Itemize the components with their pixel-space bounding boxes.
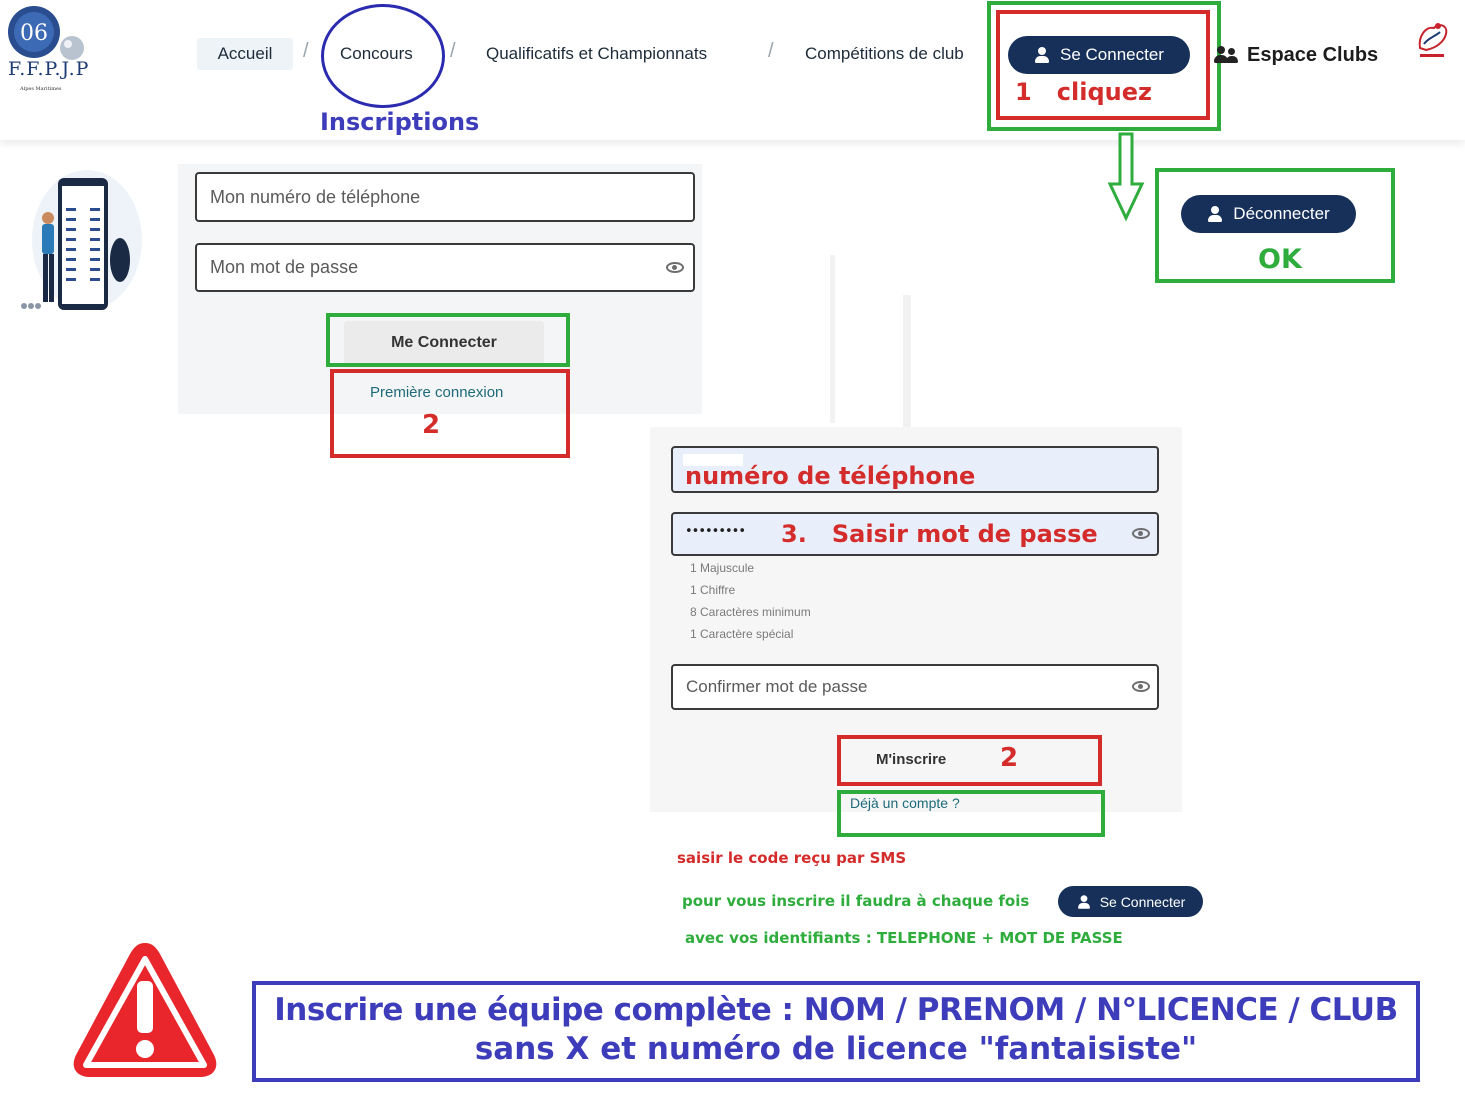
nav-competitions[interactable]: Compétitions de club (805, 44, 964, 63)
concours-highlight-circle (321, 4, 445, 108)
site-header (0, 0, 1465, 140)
deja-un-compte-link[interactable]: Déjà un compte ? (850, 795, 960, 811)
se-connecter-label: Se Connecter (1060, 45, 1164, 64)
deconnecter-label: Déconnecter (1233, 204, 1330, 223)
password-rule: 1 Majuscule (690, 561, 755, 575)
nav-concours[interactable]: Concours (340, 44, 413, 63)
user-icon (1034, 47, 1050, 63)
phone-input[interactable]: Mon numéro de téléphone (195, 172, 695, 222)
password-input[interactable] (195, 243, 695, 292)
password-dots: ••••••••• (685, 524, 746, 539)
down-arrow-icon (1107, 132, 1145, 222)
nav-accueil[interactable]: Accueil (197, 38, 293, 70)
nav-qualificatifs[interactable]: Qualificatifs et Championnats (486, 44, 708, 63)
annotation-inscriptions: Inscriptions (320, 108, 480, 136)
deconnecter-button[interactable] (1181, 195, 1356, 233)
signup-phone-input[interactable] (671, 446, 1159, 493)
credentials-instruction: avec vos identifiants : TELEPHONE + MOT DE PASSE (685, 929, 1123, 947)
confirm-password-placeholder: Confirmer mot de passe (686, 677, 868, 696)
annotation-step1: 1 cliquez (1015, 78, 1152, 106)
step2-label: 2 (422, 410, 441, 440)
minscrire-button[interactable]: M'inscrire (876, 751, 947, 768)
ffpjp-logo[interactable] (6, 4, 96, 100)
divider (903, 295, 911, 427)
logo-text: F.F.P.J.P (8, 58, 90, 80)
svg-text:06: 06 (20, 21, 48, 46)
inline-se-connecter-label: Se Connecter (1099, 893, 1186, 910)
nav-separator: / (768, 40, 774, 62)
show-password-eye-icon[interactable] (1132, 681, 1150, 692)
minscrire-step-label: 2 (1000, 743, 1019, 773)
each-time-instruction: pour vous inscrire il faudra à chaque fois (682, 892, 1030, 910)
phone-illustration (12, 160, 142, 315)
me-connecter-green-frame (326, 313, 570, 367)
espace-clubs-label: Espace Clubs (1247, 43, 1379, 66)
first-login-red-frame (330, 369, 570, 458)
show-password-eye-icon[interactable] (1132, 528, 1150, 539)
signup-phone-label: numéro de téléphone (685, 462, 976, 490)
user-icon (1077, 895, 1091, 909)
password-placeholder: Mon mot de passe (210, 257, 359, 277)
warning-triangle-icon (70, 937, 220, 1083)
password-rule: 1 Chiffre (690, 583, 736, 597)
show-password-eye-icon[interactable] (666, 262, 684, 273)
nav-separator: / (303, 40, 309, 62)
me-connecter-label: Me Connecter (391, 334, 497, 351)
logo-subtitle: Alpes Maritimes (20, 86, 62, 92)
password-rule: 1 Caractère spécial (690, 627, 794, 641)
user-icon (1207, 206, 1223, 222)
password-annotation: 3. Saisir mot de passe (781, 520, 1098, 548)
warning-line2: sans X et numéro de licence "fantaisiste" (474, 1031, 1198, 1067)
espace-clubs-link[interactable] (1213, 40, 1378, 70)
divider (830, 255, 835, 423)
users-icon (1213, 45, 1239, 65)
ffpjp-rooster-logo (1412, 18, 1452, 64)
ok-label: OK (1258, 244, 1302, 275)
sms-instruction: saisir le code reçu par SMS (677, 849, 907, 867)
confirm-password-input[interactable] (671, 664, 1159, 710)
premiere-connexion-link[interactable]: Première connexion (370, 384, 504, 401)
inline-se-connecter-button[interactable] (1058, 886, 1203, 917)
signup-password-input[interactable] (671, 512, 1159, 556)
warning-line1: Inscrire une équipe complète : NOM / PRENOM / N°LICENCE / CLUB (274, 992, 1398, 1028)
nav-separator: / (450, 40, 456, 62)
password-rule: 8 Caractères minimum (690, 605, 811, 619)
se-connecter-button[interactable] (1008, 36, 1190, 74)
